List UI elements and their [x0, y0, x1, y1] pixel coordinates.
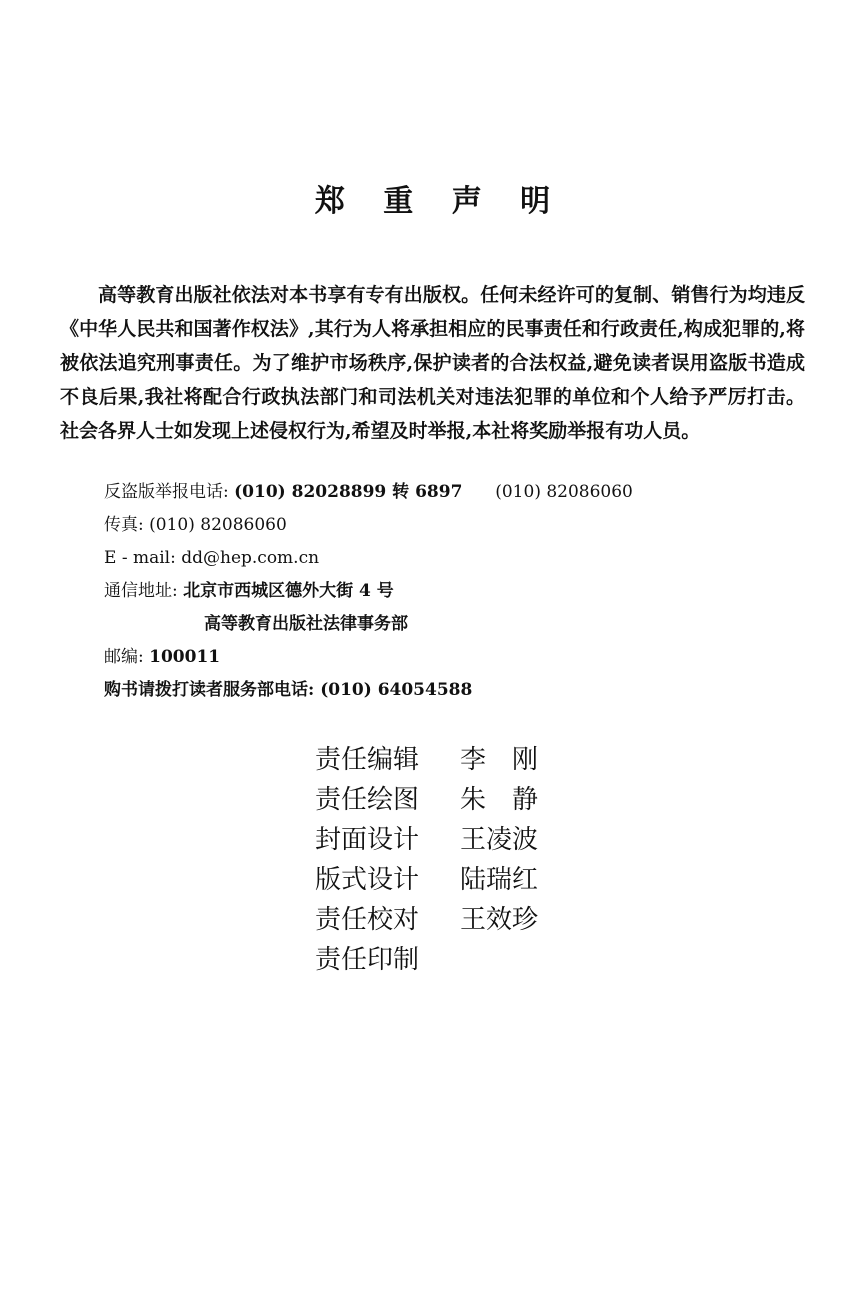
- hotline-value: (010) 82028899 转 6897: [234, 482, 463, 502]
- hotline-value-2: (010) 82086060: [495, 482, 633, 502]
- fax-value: (010) 82086060: [149, 515, 287, 535]
- address-line-2: 高等教育出版社法律事务部: [204, 614, 408, 634]
- postcode-row: [104, 641, 804, 674]
- email-value: dd@hep.com.cn: [181, 548, 320, 568]
- credit-role: 封面设计: [315, 825, 420, 855]
- credit-name: 陆瑞红: [460, 865, 539, 895]
- purchase-row: [104, 674, 804, 707]
- email-label: E - mail:: [104, 548, 176, 568]
- legal-statement: 高等教育出版社依法对本书享有专有出版权。任何未经许可的复制、销售行为均违反《中华人民共和国著作权法》,其行为人将承担相应的民事责任和行政责任,构成犯罪的,将被依法追究刑事责任。为了维护市场秩序,保护读者的合法权益,避免读者误用盗版书造成不良后果,我社将配合行政执法部门和司法机关对违法犯罪的单位和个人给予严厉打击。社会各界人士如发现上述侵权行为,希望及时举报,本社将奖励举报有功人员。: [60, 284, 805, 442]
- address-line-1: 北京市西城区德外大街 4 号: [183, 581, 394, 601]
- credit-row: [315, 860, 538, 900]
- credit-role: 责任校对: [315, 905, 420, 935]
- credit-name: 李 刚: [460, 745, 539, 775]
- hotline-row: [104, 476, 804, 509]
- credit-role: 责任绘图: [315, 785, 420, 815]
- credit-row: [315, 820, 538, 860]
- fax-row: [104, 509, 804, 542]
- credits-list: [315, 740, 538, 980]
- credit-name: 王效珍: [460, 905, 539, 935]
- email-row: [104, 542, 804, 575]
- credit-row: [315, 740, 538, 780]
- credit-role: 版式设计: [315, 865, 420, 895]
- purchase-label: 购书请拨打读者服务部电话:: [104, 680, 315, 700]
- credit-role: 责任编辑: [315, 745, 420, 775]
- purchase-value: (010) 64054588: [320, 680, 473, 700]
- credit-name: 王凌波: [460, 825, 539, 855]
- credit-row: [315, 900, 538, 940]
- postcode-label: 邮编:: [104, 647, 144, 667]
- address-label: 通信地址:: [104, 581, 178, 601]
- credit-row: [315, 780, 538, 820]
- hotline-label: 反盗版举报电话:: [104, 482, 229, 502]
- fax-label: 传真:: [104, 515, 144, 535]
- credit-name: 朱 静: [460, 785, 539, 815]
- contact-info: [104, 476, 804, 707]
- page-title: 郑 重 声 明: [314, 184, 565, 219]
- postcode-value: 100011: [149, 647, 221, 667]
- address-row: [104, 575, 804, 608]
- credit-row: [315, 940, 538, 980]
- credit-role: 责任印制: [315, 945, 420, 975]
